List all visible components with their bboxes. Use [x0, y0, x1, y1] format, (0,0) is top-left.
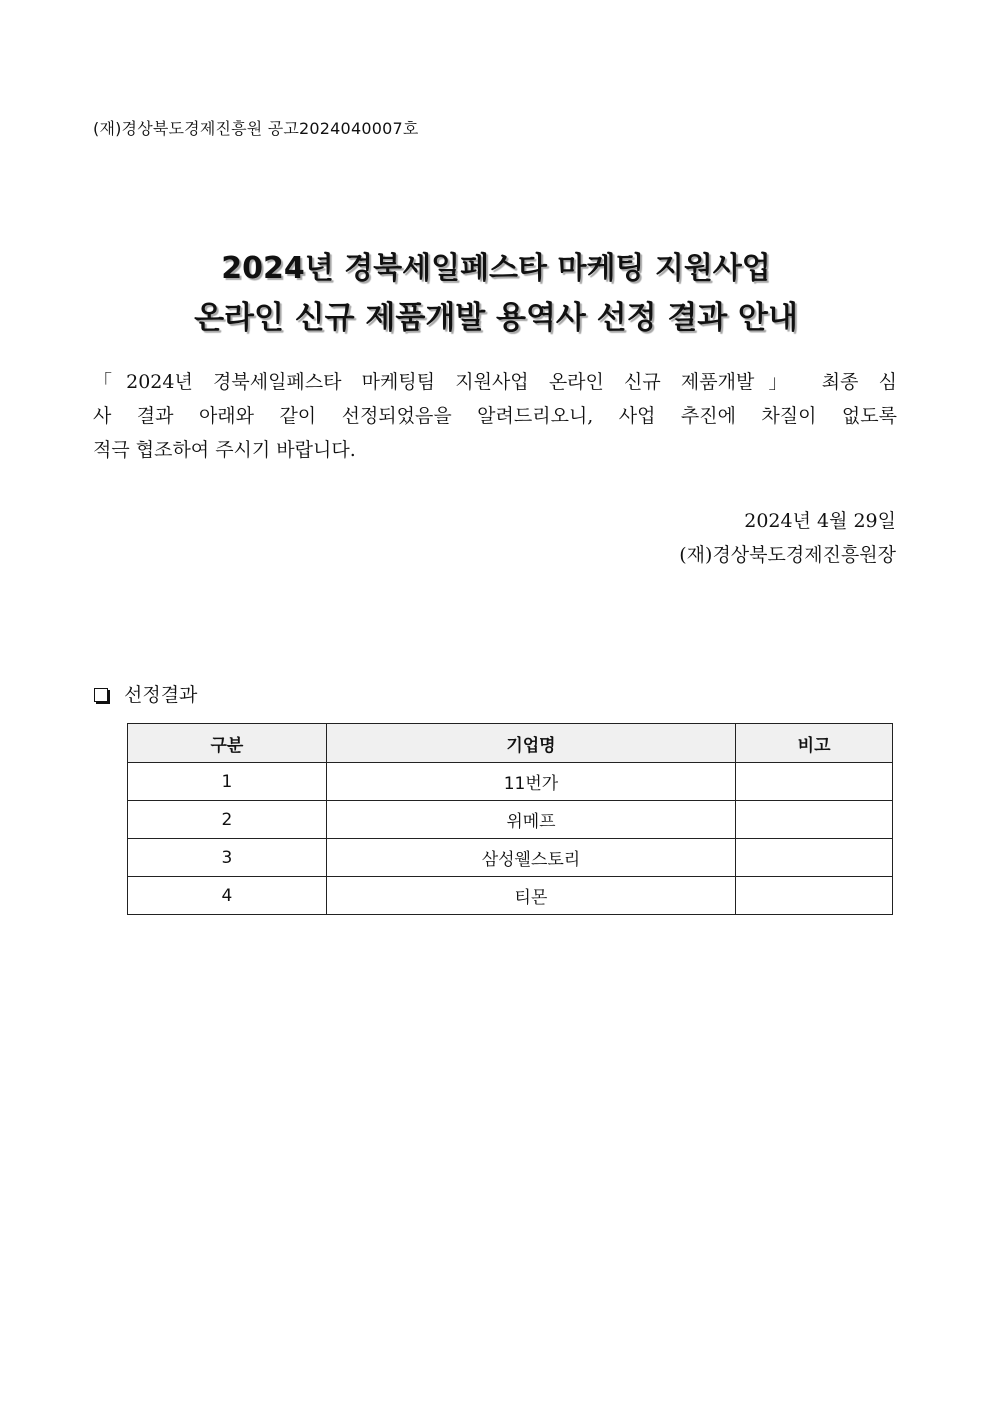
result-table [127, 723, 893, 915]
page-title-line2: 온라인 신규 제품개발 용역사 선정 결과 안내 [194, 300, 798, 336]
table-header-row [128, 724, 893, 763]
body-text-line1: 「2024년 경북세일페스타 마케팅팀 지원사업 온라인 신규 제품개발」 최종 심 [93, 371, 897, 393]
table-row [128, 763, 893, 801]
cell-no: 3 [128, 839, 327, 877]
cell-note [736, 839, 893, 877]
checkbox-bullet-icon [94, 688, 108, 702]
table-row [128, 877, 893, 915]
issuer-name: (재)경상북도경제진흥원장 [679, 544, 896, 566]
cell-note [736, 877, 893, 915]
cell-no: 1 [128, 763, 327, 801]
table-row [128, 801, 893, 839]
cell-company: 티몬 [326, 877, 735, 915]
header-company: 기업명 [326, 724, 735, 763]
cell-company: 11번가 [326, 763, 735, 801]
cell-company: 삼성웰스토리 [326, 839, 735, 877]
section-title: 선정결과 [124, 684, 198, 706]
cell-no: 4 [128, 877, 327, 915]
announcement-date: 2024년 4월 29일 [744, 510, 896, 532]
section-heading [94, 680, 197, 707]
table-row [128, 839, 893, 877]
body-text-line2: 사 결과 아래와 같이 선정되었음을 알려드리오니, 사업 추진에 차질이 없도록 [93, 405, 897, 427]
page-title-line1: 2024년 경북세일페스타 마케팅 지원사업 [221, 251, 771, 286]
notice-number: (재)경상북도경제진흥원 공고2024040007호 [93, 119, 419, 138]
header-note: 비고 [736, 724, 893, 763]
cell-note [736, 801, 893, 839]
cell-company: 위메프 [326, 801, 735, 839]
cell-no: 2 [128, 801, 327, 839]
body-text-line3: 적극 협조하여 주시기 바랍니다. [93, 439, 356, 461]
cell-note [736, 763, 893, 801]
header-category: 구분 [128, 724, 327, 763]
